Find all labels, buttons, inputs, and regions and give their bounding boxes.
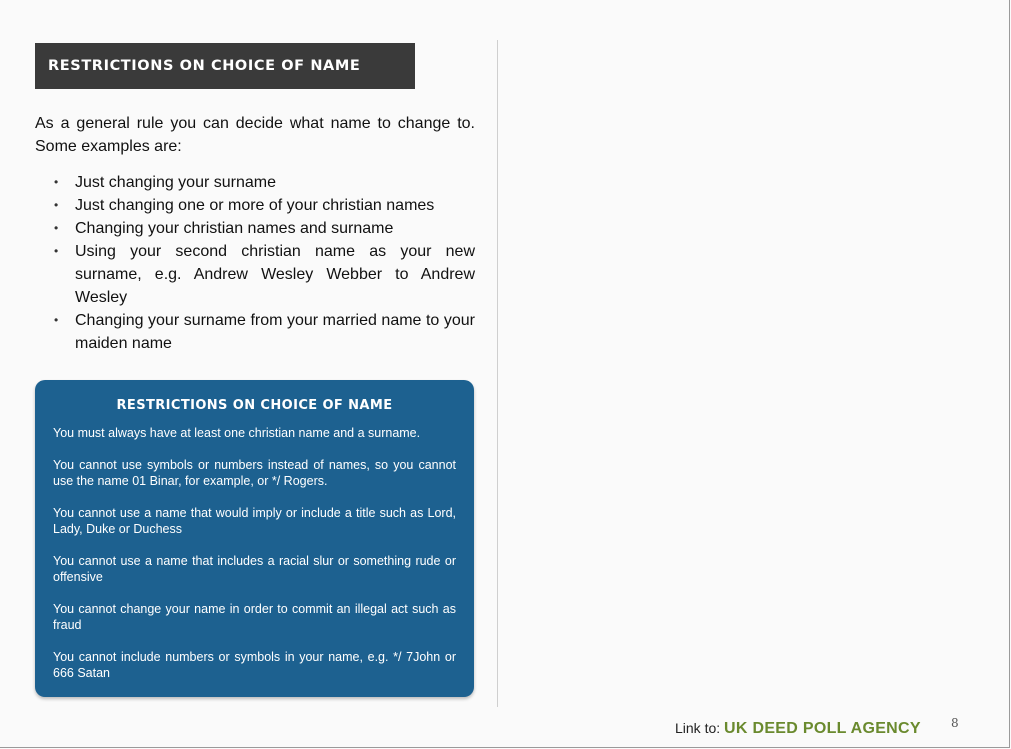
section-heading: RESTRICTIONS ON CHOICE OF NAME xyxy=(35,43,415,89)
examples-list xyxy=(35,171,475,355)
column-divider xyxy=(497,40,498,707)
list-item-text: Changing your christian names and surname xyxy=(75,220,394,237)
list-item-text: Just changing your surname xyxy=(75,174,276,191)
bullet-icon: • xyxy=(54,221,59,235)
callout-paragraph: You cannot change your name in order to commit an illegal act such as fraud xyxy=(53,602,456,632)
intro-paragraph: As a general rule you can decide what name to change to. Some examples are: xyxy=(35,115,475,155)
callout-paragraph: You cannot include numbers or symbols in your name, e.g. */ 7John or 666 Satan xyxy=(53,650,456,680)
bullet-icon: • xyxy=(54,198,59,212)
list-item xyxy=(35,171,475,194)
restrictions-callout-box xyxy=(35,380,474,697)
list-item-text: Using your second christian name as your new surname, e.g. Andrew Wesley Webber to Andrew Wesley xyxy=(75,243,475,306)
bullet-icon: • xyxy=(54,175,59,189)
footer-link-prefix: Link to: xyxy=(675,720,721,736)
list-item xyxy=(35,240,475,309)
callout-paragraph: You must always have at least one christian name and a surname. xyxy=(53,426,421,440)
list-item xyxy=(35,309,475,355)
bullet-icon: • xyxy=(54,244,59,258)
callout-paragraph: You cannot use a name that would imply or include a title such as Lord, Lady, Duke or Duchess xyxy=(53,506,456,536)
callout-paragraph: You cannot use symbols or numbers instead of names, so you cannot use the name 01 Binar, for example, or */ Rogers. xyxy=(53,458,456,488)
footer-link xyxy=(675,720,921,738)
list-item-text: Just changing one or more of your christian names xyxy=(75,197,435,214)
bullet-icon: • xyxy=(54,313,59,327)
page-number: 8 xyxy=(951,716,959,730)
list-item-text: Changing your surname from your married name to your maiden name xyxy=(75,312,475,352)
list-item xyxy=(35,217,475,240)
callout-paragraph: You cannot use a name that includes a racial slur or something rude or offensive xyxy=(53,554,456,584)
agency-link[interactable]: UK DEED POLL AGENCY xyxy=(724,720,921,737)
list-item xyxy=(35,194,475,217)
callout-title: RESTRICTIONS ON CHOICE OF NAME xyxy=(116,398,393,413)
